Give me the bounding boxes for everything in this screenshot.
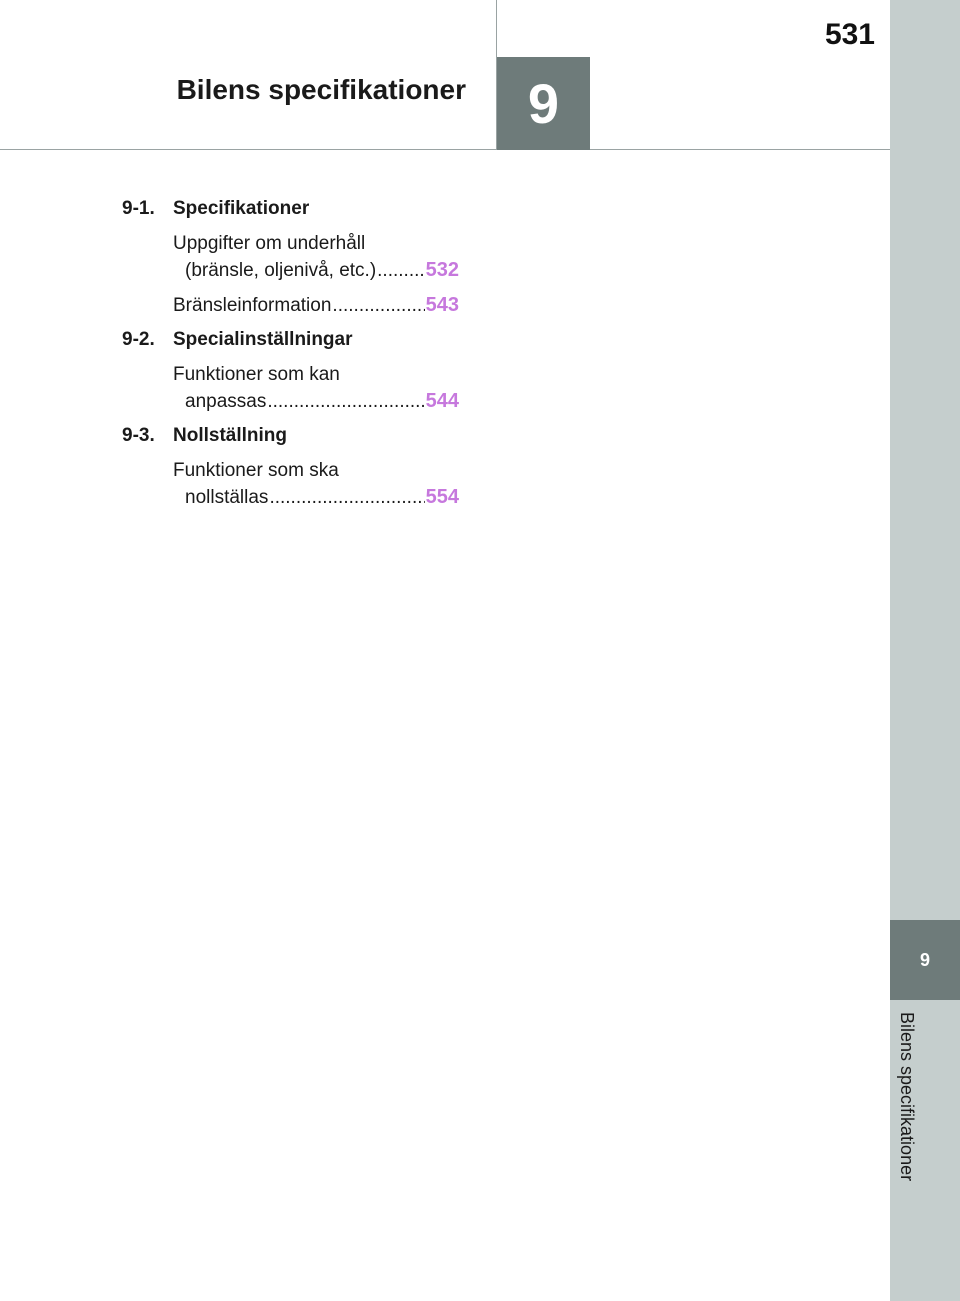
- toc-section-number: 9-3.: [122, 425, 155, 446]
- chapter-number-box: [497, 57, 590, 150]
- header-divider: [0, 149, 890, 150]
- toc-page-link[interactable]: 554: [425, 486, 459, 508]
- toc-page-link[interactable]: 532: [425, 259, 459, 281]
- toc-section-title: Specifikationer: [173, 198, 310, 219]
- side-chapter-tab[interactable]: [890, 920, 960, 1000]
- toc-section-title: Nollställning: [173, 425, 287, 446]
- toc-section-number: 9-2.: [122, 329, 155, 350]
- dot-leader: [332, 292, 424, 319]
- toc-entry-text-continued: (bränsle, oljenivå, etc.): [185, 260, 377, 281]
- toc-entry[interactable]: [173, 457, 459, 511]
- toc-section-number: 9-1.: [122, 198, 155, 219]
- toc-entry-text-continued: nollställas: [185, 487, 269, 508]
- toc-entry-text: Uppgifter om underhåll: [173, 233, 366, 254]
- toc-entry[interactable]: [173, 292, 459, 319]
- toc-page-link[interactable]: 543: [425, 294, 459, 316]
- toc-section-heading: [122, 423, 462, 449]
- toc-section-heading: [122, 196, 462, 222]
- toc-section-heading: [122, 327, 462, 353]
- page-number: 531: [824, 18, 875, 51]
- toc-entry-text-continued: anpassas: [185, 391, 267, 412]
- toc-section-title: Specialinställningar: [173, 329, 353, 350]
- toc-entry-text: Bränsleinformation: [173, 295, 332, 316]
- dot-leader: [267, 388, 424, 415]
- toc-entry-text: Funktioner som ska: [173, 460, 339, 481]
- toc-entry[interactable]: [173, 230, 459, 284]
- side-chapter-label: Bilens specifikationer: [897, 1012, 917, 1182]
- chapter-title: Bilens specifikationer: [176, 74, 466, 105]
- side-chapter-number: 9: [919, 949, 930, 970]
- table-of-contents: [122, 196, 462, 519]
- dot-leader: [377, 257, 424, 284]
- chapter-number: 9: [527, 72, 560, 135]
- dot-leader: [269, 484, 424, 511]
- toc-entry-text: Funktioner som kan: [173, 364, 340, 385]
- toc-page-link[interactable]: 544: [425, 390, 459, 412]
- toc-entry[interactable]: [173, 361, 459, 415]
